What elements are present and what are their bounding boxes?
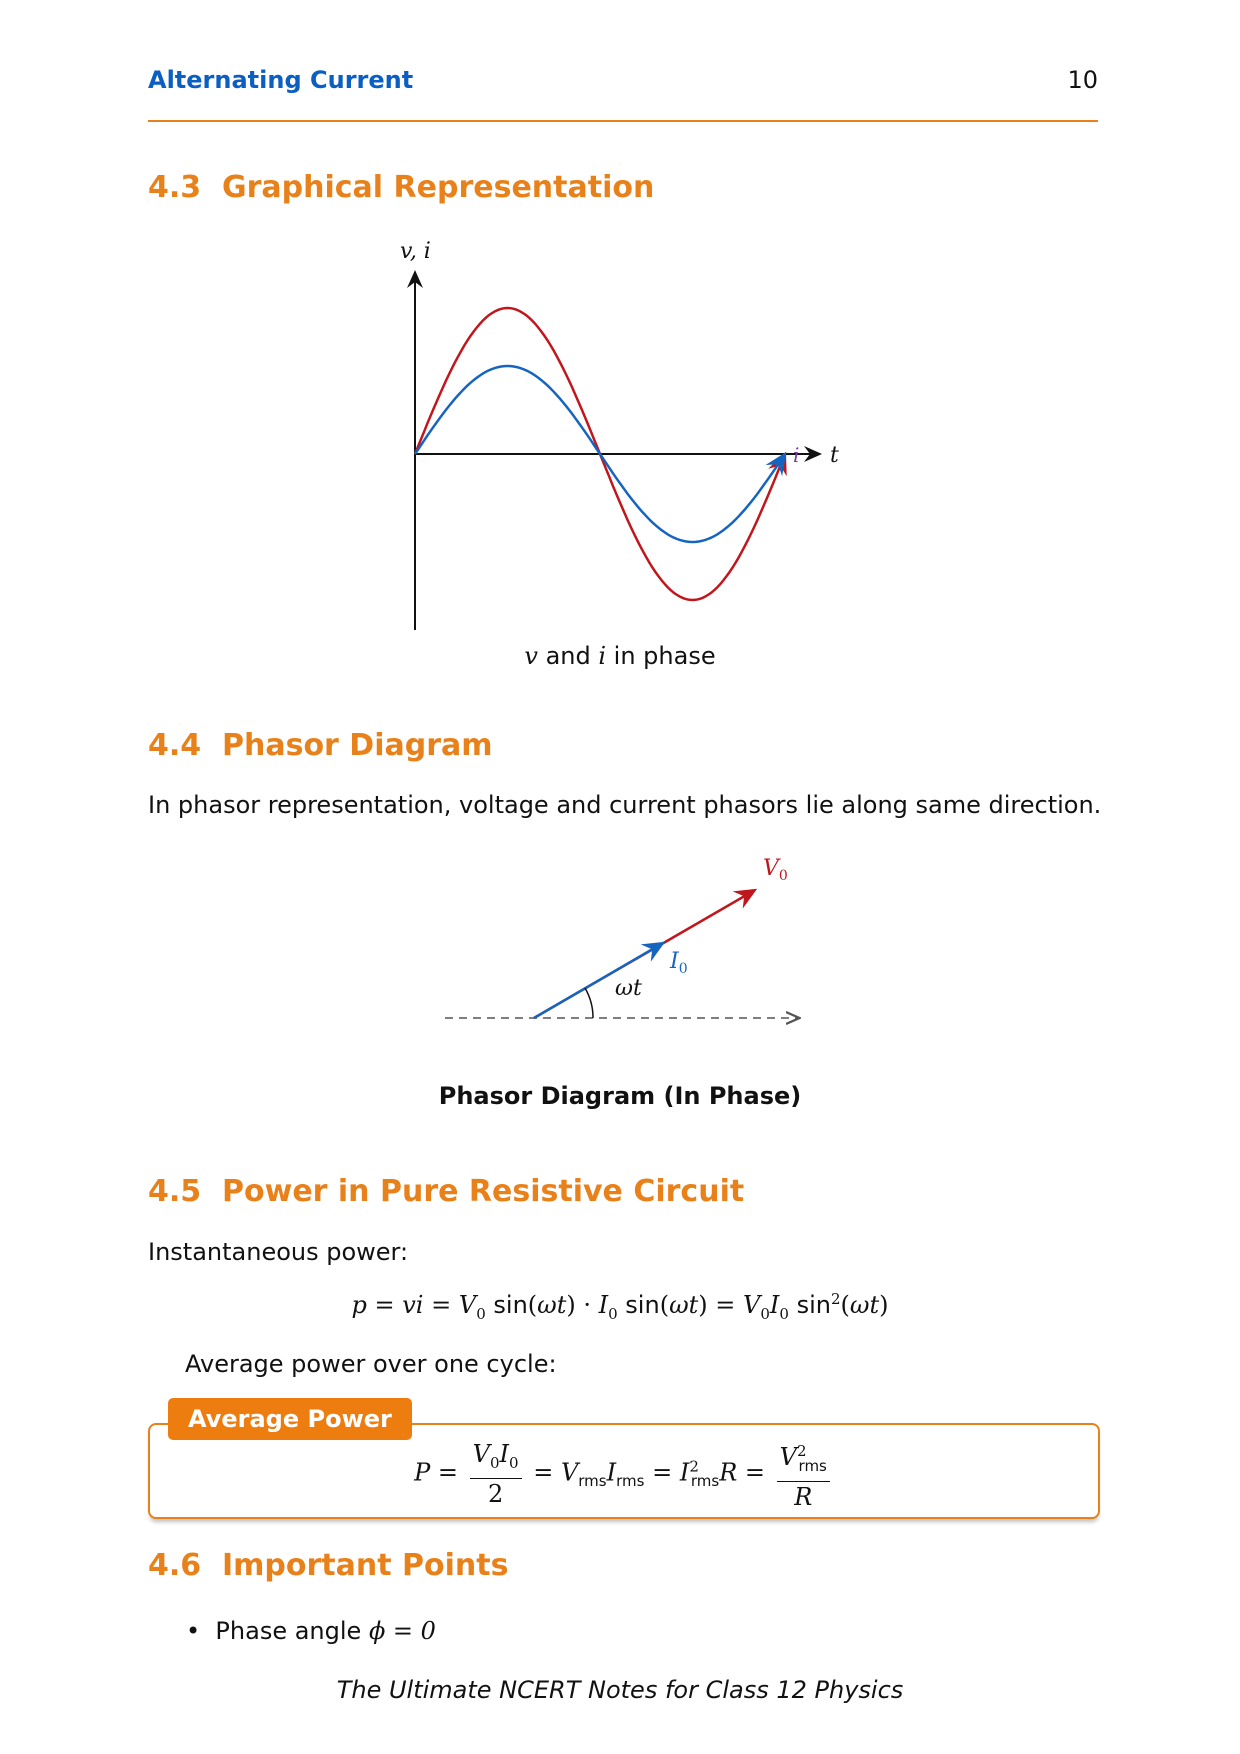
current-end-label: i (793, 443, 800, 467)
footer: The Ultimate NCERT Notes for Class 12 Physics (336, 1676, 904, 1704)
x-axis-label: t (830, 443, 839, 468)
graph-caption (0, 642, 1240, 670)
instantaneous-power-label: Instantaneous power: (148, 1238, 409, 1266)
section-heading-4-5 (148, 1174, 744, 1209)
angle-label: ωt (615, 976, 642, 1001)
section-number: 4.4 (148, 728, 202, 763)
section-heading-4-3 (148, 170, 654, 205)
phase-angle-equation: ϕ = 0 (368, 1617, 436, 1645)
header-rule (148, 120, 1098, 122)
caption-and: and (537, 642, 599, 670)
caption-phase: in phase (606, 642, 716, 670)
voltage-phasor-label: $V_0$ (763, 856, 788, 884)
section-heading-4-4 (148, 728, 493, 763)
average-power-box-label: Average Power (168, 1398, 412, 1440)
section-title: Important Points (222, 1548, 509, 1583)
list-item-text: Phase angle (215, 1617, 369, 1645)
phasor-diagram (430, 845, 830, 1035)
section-number: 4.3 (148, 170, 202, 205)
bullet-dot: • (186, 1617, 216, 1645)
caption-i: i (598, 642, 607, 670)
y-axis-label: v, i (400, 239, 431, 264)
sine-graph (380, 230, 860, 640)
current-phasor-label: $I_0$ (670, 949, 688, 977)
section-number: 4.6 (148, 1548, 202, 1583)
current-phasor (534, 943, 663, 1018)
average-power-equation: P = $\frac{V_0I_0}{2}$ = $V_{rms}I_{rms} = I^2_{rms}R$ = $\frac{V^2_{rms}}{R}$ (148, 1436, 1100, 1512)
section-title: Graphical Representation (222, 170, 655, 205)
angle-arc (585, 988, 593, 1018)
average-power-label: Average power over one cycle: (185, 1350, 557, 1378)
section-number: 4.5 (148, 1174, 202, 1209)
instantaneous-power-equation: p = vi = $V_0$ $\sin(\omega t) \cdot I_0$ $\sin(\omega t) = V_0I_0$ $\sin^2(\omega t)$ (351, 1290, 889, 1323)
section-title: Phasor Diagram (222, 728, 493, 763)
list-item (186, 1617, 436, 1645)
phasor-caption: Phasor Diagram (In Phase) (438, 1082, 802, 1110)
caption-v: v (524, 642, 538, 670)
section-heading-4-6 (148, 1548, 508, 1583)
phasor-description: In phasor representation, voltage and current phasors lie along same direction. (148, 791, 1102, 819)
page-number: 10 (1067, 66, 1098, 94)
header-title: Alternating Current (148, 66, 414, 94)
section-title: Power in Pure Resistive Circuit (222, 1174, 745, 1209)
